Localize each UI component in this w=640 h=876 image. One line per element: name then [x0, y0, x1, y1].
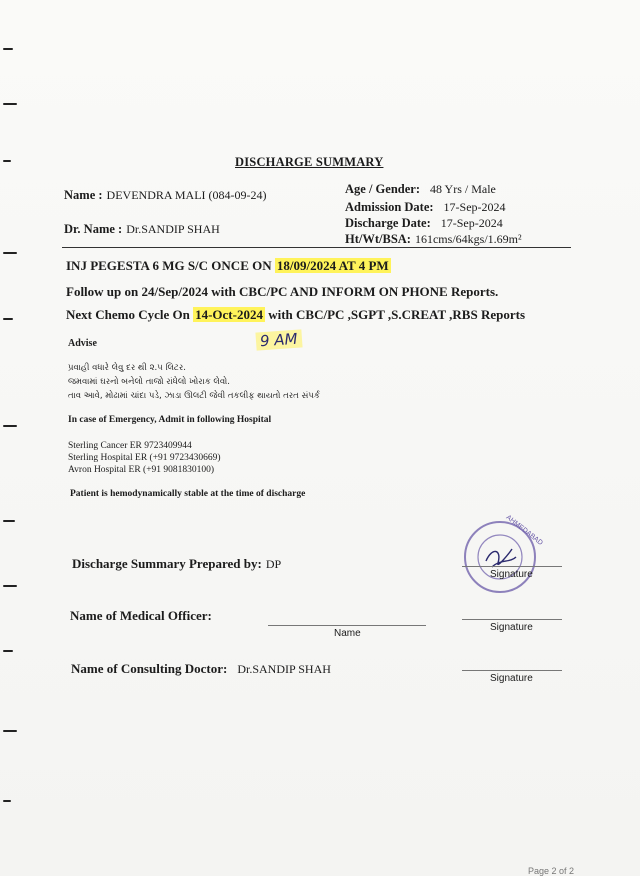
signature-line: [462, 670, 562, 671]
doctor-value: Dr.SANDIP SHAH: [126, 222, 220, 236]
ht-wt-bsa-label: Ht/Wt/BSA:: [345, 232, 411, 246]
advise-line: તાવ આવે, મોઢામાં ચાંદા પડે, ઝાડા ઊલટી જેવી તકલીફ થાયતો તરત સંપર્ક: [68, 391, 320, 401]
injection-line: [66, 258, 391, 274]
age-gender-label: Age / Gender:: [345, 182, 420, 196]
edge-mark: [3, 318, 13, 320]
chemo-line: [66, 307, 525, 323]
age-gender-row: [345, 180, 496, 198]
signature-line: [462, 619, 562, 620]
signature-caption: Signature: [490, 673, 533, 684]
ht-wt-bsa-row: [345, 230, 522, 248]
name-caption: Name: [334, 628, 361, 639]
name-label: Name :: [64, 188, 103, 202]
name-value: DEVENDRA MALI (084-09-24): [106, 188, 267, 202]
edge-mark: [3, 650, 13, 652]
admission-value: 17-Sep-2024: [443, 200, 506, 214]
stamp-text: AHMEDABAD: [504, 514, 544, 547]
edge-mark: [3, 425, 17, 427]
injection-prefix: INJ PEGESTA 6 MG S/C ONCE ON: [66, 258, 275, 273]
consulting-doctor-label: Name of Consulting Doctor:: [71, 661, 228, 676]
doctor-label: Dr. Name :: [64, 222, 123, 236]
medical-officer-label: Name of Medical Officer:: [70, 608, 212, 623]
signature-caption: Signature: [490, 622, 533, 633]
ht-wt-bsa-value: 161cms/64kgs/1.69m²: [414, 232, 522, 246]
age-gender-value: 48 Yrs / Male: [429, 182, 496, 196]
edge-mark: [3, 48, 13, 50]
name-line: [268, 625, 426, 626]
doctor-name-row: [64, 220, 220, 238]
edge-mark: [3, 252, 17, 254]
chemo-suffix: with CBC/PC ,SGPT ,S.CREAT ,RBS Reports: [264, 307, 526, 322]
discharge-label: Discharge Date:: [345, 216, 431, 230]
edge-mark: [3, 103, 17, 105]
signature-line: [462, 566, 562, 567]
injection-date-highlight: 18/09/2024 AT 4 PM: [276, 258, 389, 273]
chemo-date-highlight: 14-Oct-2024: [195, 307, 263, 322]
consulting-doctor-value: Dr.SANDIP SHAH: [237, 662, 331, 676]
emergency-heading: In case of Emergency, Admit in following Hospital: [68, 415, 272, 425]
document-title: DISCHARGE SUMMARY: [235, 155, 384, 169]
edge-mark: [3, 160, 11, 162]
consulting-doctor-row: [71, 660, 331, 678]
advise-line: જમવામાં ઘરનો બનેલો તાજો રાંધેલો ખોરાક લેવો.: [68, 377, 230, 387]
handwritten-time: 9 AM: [255, 329, 302, 350]
hospital-stamp: [462, 514, 544, 595]
patient-status: Patient is hemodynamically stable at the time of discharge: [70, 489, 306, 499]
advise-line: પ્રવાહી વધારે લેવુ દર થી ૨.૫ લિટર.: [68, 363, 186, 373]
advise-label: Advise: [68, 338, 97, 349]
hospital-item: Sterling Hospital ER (+91 9723430669): [68, 453, 221, 463]
edge-mark: [3, 520, 15, 522]
page-number: Page 2 of 2: [527, 866, 574, 876]
header-divider: [62, 247, 571, 248]
followup-line: Follow up on 24/Sep/2024 with CBC/PC AND INFORM ON PHONE Reports.: [66, 284, 499, 299]
chemo-prefix: Next Chemo Cycle On: [66, 307, 194, 322]
prepared-by-label: Discharge Summary Prepared by:: [72, 556, 262, 571]
edge-mark: [3, 585, 17, 587]
edge-mark: [3, 800, 11, 802]
signature-caption: Signature: [490, 569, 533, 580]
prepared-by-value: DP: [265, 557, 282, 571]
edge-mark: [3, 730, 17, 732]
admission-label: Admission Date:: [345, 200, 434, 214]
hospital-item: Sterling Cancer ER 9723409944: [68, 441, 192, 451]
patient-name-row: [64, 186, 267, 204]
hospital-item: Avron Hospital ER (+91 9081830100): [68, 465, 215, 475]
discharge-value: 17-Sep-2024: [440, 216, 503, 230]
prepared-by-row: [72, 555, 281, 573]
